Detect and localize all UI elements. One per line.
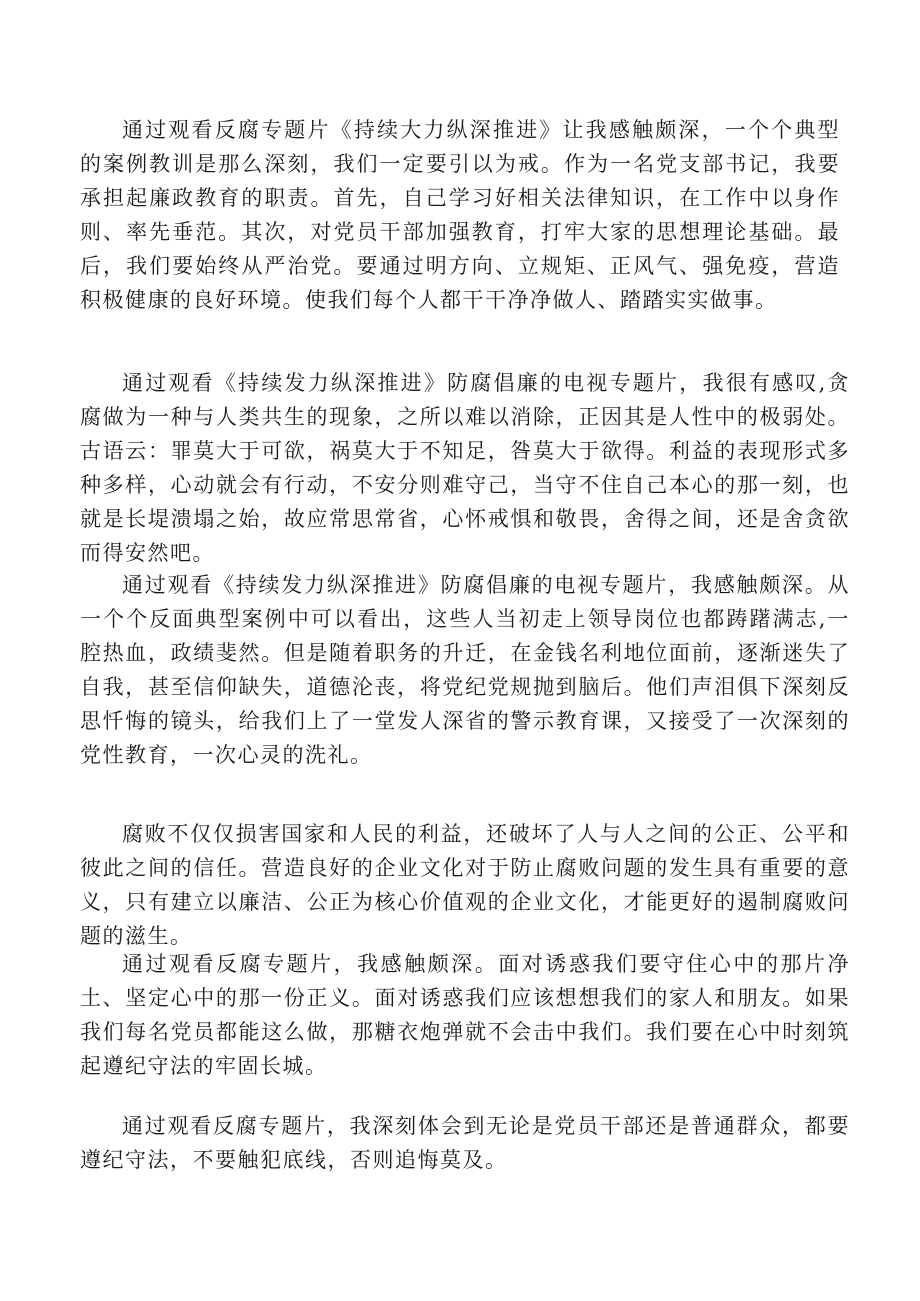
paragraph-3: 通过观看《持续发力纵深推进》防腐倡廉的电视专题片，我感触颇深。从一个个反面典型案例中可以看出，这些人当初走上领导岗位也都踌躇满志,一腔热血，政绩斐然。但是随着职务的升迁，在金钱名利地位面前，逐渐迷失了自我，甚至信仰缺失，道德沦丧，将党纪党规抛到脑后。他们声泪俱下深刻反思忏悔的镜头，给我们上了一堂发人深省的警示教育课，又接受了一次深刻的党性教育，一次心灵的洗礼。 <box>80 573 850 767</box>
paragraph-2: 通过观看《持续发力纵深推进》防腐倡廉的电视专题片，我很有感叹,贪腐做为一种与人类共生的现象，之所以难以消除，正因其是人性中的极弱处。古语云：罪莫大于可欲，祸莫大于不知足，咎莫大于欲得。利益的表现形式多种多样，心动就会有行动，不安分则难守己，当守不住自己本心的那一刻，也就是长堤溃塌之始，故应常思常省，心怀戒惧和敬畏，舍得之间，还是舍贪欲而得安然吧。 <box>80 371 850 565</box>
paragraph-1: 通过观看反腐专题片《持续大力纵深推进》让我感触颇深，一个个典型的案例教训是那么深刻，我们一定要引以为戒。作为一名党支部书记，我要承担起廉政教育的职责。首先，自己学习好相关法律知识，在工作中以身作则、率先垂范。其次，对党员干部加强教育，打牢大家的思想理论基础。最后，我们要始终从严治党。要通过明方向、立规矩、正风气、强免疫，营造积极健康的良好环境。使我们每个人都干干净净做人、踏踏实实做事。 <box>80 118 840 312</box>
paragraph-5: 通过观看反腐专题片，我感触颇深。面对诱惑我们要守住心中的那片净土、坚定心中的那一份正义。面对诱惑我们应该想想我们的家人和朋友。如果我们每名党员都能这么做，那糖衣炮弹就不会击中我们。我们要在心中时刻筑起遵纪守法的牢固长城。 <box>80 952 850 1078</box>
paragraph-4: 腐败不仅仅损害国家和人民的利益，还破坏了人与人之间的公正、公平和彼此之间的信任。营造良好的企业文化对于防止腐败问题的发生具有重要的意义，只有建立以廉洁、公正为核心价值观的企业文化，才能更好的遏制腐败问题的滋生。 <box>80 822 850 948</box>
paragraph-6: 通过观看反腐专题片，我深刻体会到无论是党员干部还是普通群众，都要遵纪守法，不要触犯底线，否则追悔莫及。 <box>80 1114 850 1172</box>
